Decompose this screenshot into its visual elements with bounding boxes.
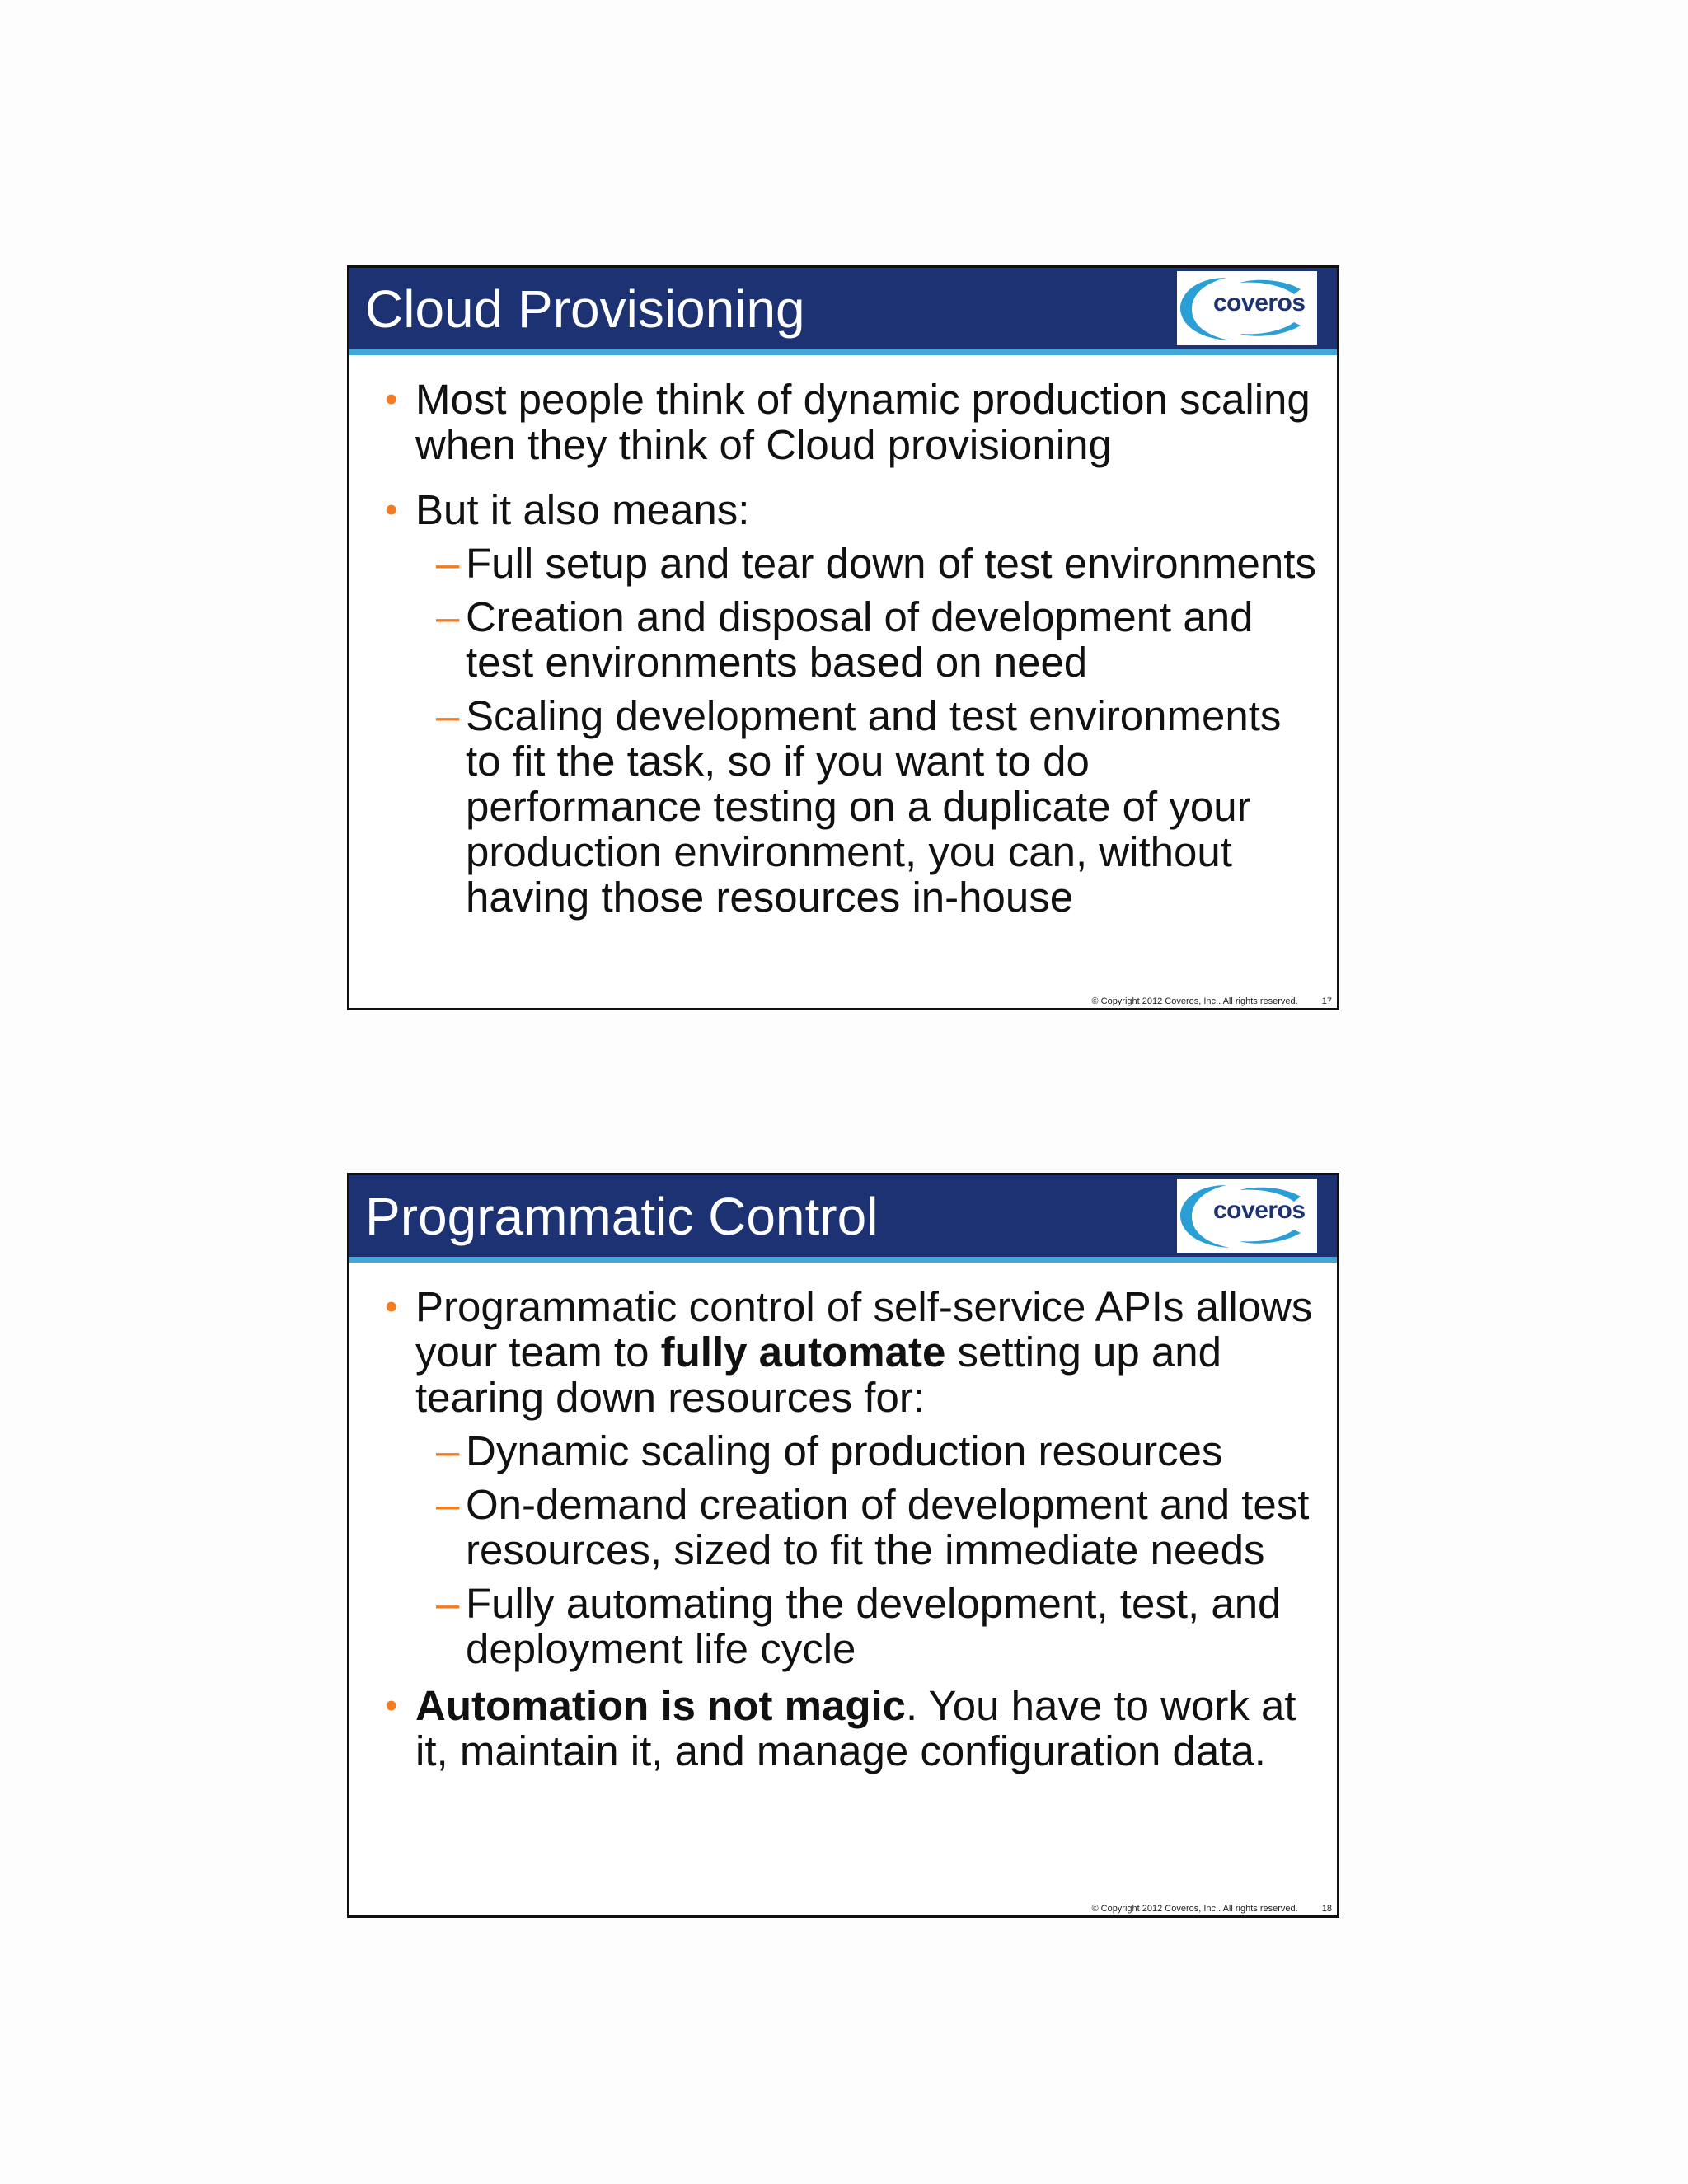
page-number: 17 [1321,996,1332,1006]
slide-footer [1091,1904,1332,1914]
bullet-text: But it also means: [415,486,750,533]
coveros-logo [1177,271,1317,345]
bullet-text: Programmatic control of self-service APIs allows your team to [415,1283,1313,1376]
slide-programmatic-control [347,1173,1339,1918]
bullet-bold-text: fully automate [660,1329,946,1376]
title-underline [349,349,1337,355]
sub-item [385,1482,1316,1572]
slide-footer [1091,996,1332,1006]
bullet-dot-icon: • [385,490,398,530]
bullet-text: Most people think of dynamic production scaling when they think of Cloud provisioning [415,376,1311,468]
bullet-item [385,487,1316,532]
sub-item-text: On-demand creation of development and test resources, sized to fit the immediate needs [466,1481,1310,1573]
dash-icon: – [436,692,460,739]
logo-text: coveros [1213,289,1306,316]
dash-icon: – [436,593,460,640]
sub-item [385,594,1316,685]
logo-text: coveros [1213,1197,1306,1224]
sub-item-text: Dynamic scaling of production resources [466,1427,1223,1474]
title-underline [349,1257,1337,1263]
copyright-text: © Copyright 2012 Coveros, Inc.. All rights reserved. [1091,996,1298,1006]
sub-item [385,693,1316,920]
dash-icon: – [436,540,460,587]
bullet-text: . You have to work at it, maintain it, and manage configuration data. [415,1682,1296,1774]
sub-item [385,541,1316,586]
page-number: 18 [1321,1904,1332,1914]
sub-item-text: Fully automating the development, test, and deployment life cycle [466,1580,1282,1672]
slide-title-bar [349,268,1337,349]
bullet-item [385,1284,1316,1420]
sub-item [385,1428,1316,1474]
sub-item-text: Full setup and tear down of test environments [466,540,1316,587]
dash-icon: – [436,1580,460,1627]
slide-title: Programmatic Control [365,1187,879,1246]
slide-content [385,377,1316,928]
sub-list [385,1428,1316,1671]
slide-content [385,1284,1316,1793]
bullet-bold-text: Automation is not magic [415,1682,907,1729]
bullet-dot-icon: • [385,1685,398,1726]
sub-item [385,1581,1316,1671]
sub-list [385,541,1316,920]
slide-title: Cloud Provisioning [365,279,805,339]
dash-icon: – [436,1427,460,1474]
bullet-dot-icon: • [385,379,398,419]
slide-title-bar [349,1175,1337,1257]
dash-icon: – [436,1481,460,1528]
coveros-logo [1177,1179,1317,1253]
bullet-item [385,1683,1316,1774]
bullet-dot-icon: • [385,1286,398,1327]
slide-cloud-provisioning [347,265,1339,1010]
bullet-item [385,377,1316,467]
sub-item-text: Creation and disposal of development and test environments based on need [466,593,1254,686]
bullet-text: setting up and tearing down resources for: [415,1329,1221,1421]
sub-item-text: Scaling development and test environments to fit the task, so if you want to do performance testing on a duplicate of your production environment, you can, without having those resources in-house [466,692,1282,921]
copyright-text: © Copyright 2012 Coveros, Inc.. All rights reserved. [1091,1904,1298,1914]
